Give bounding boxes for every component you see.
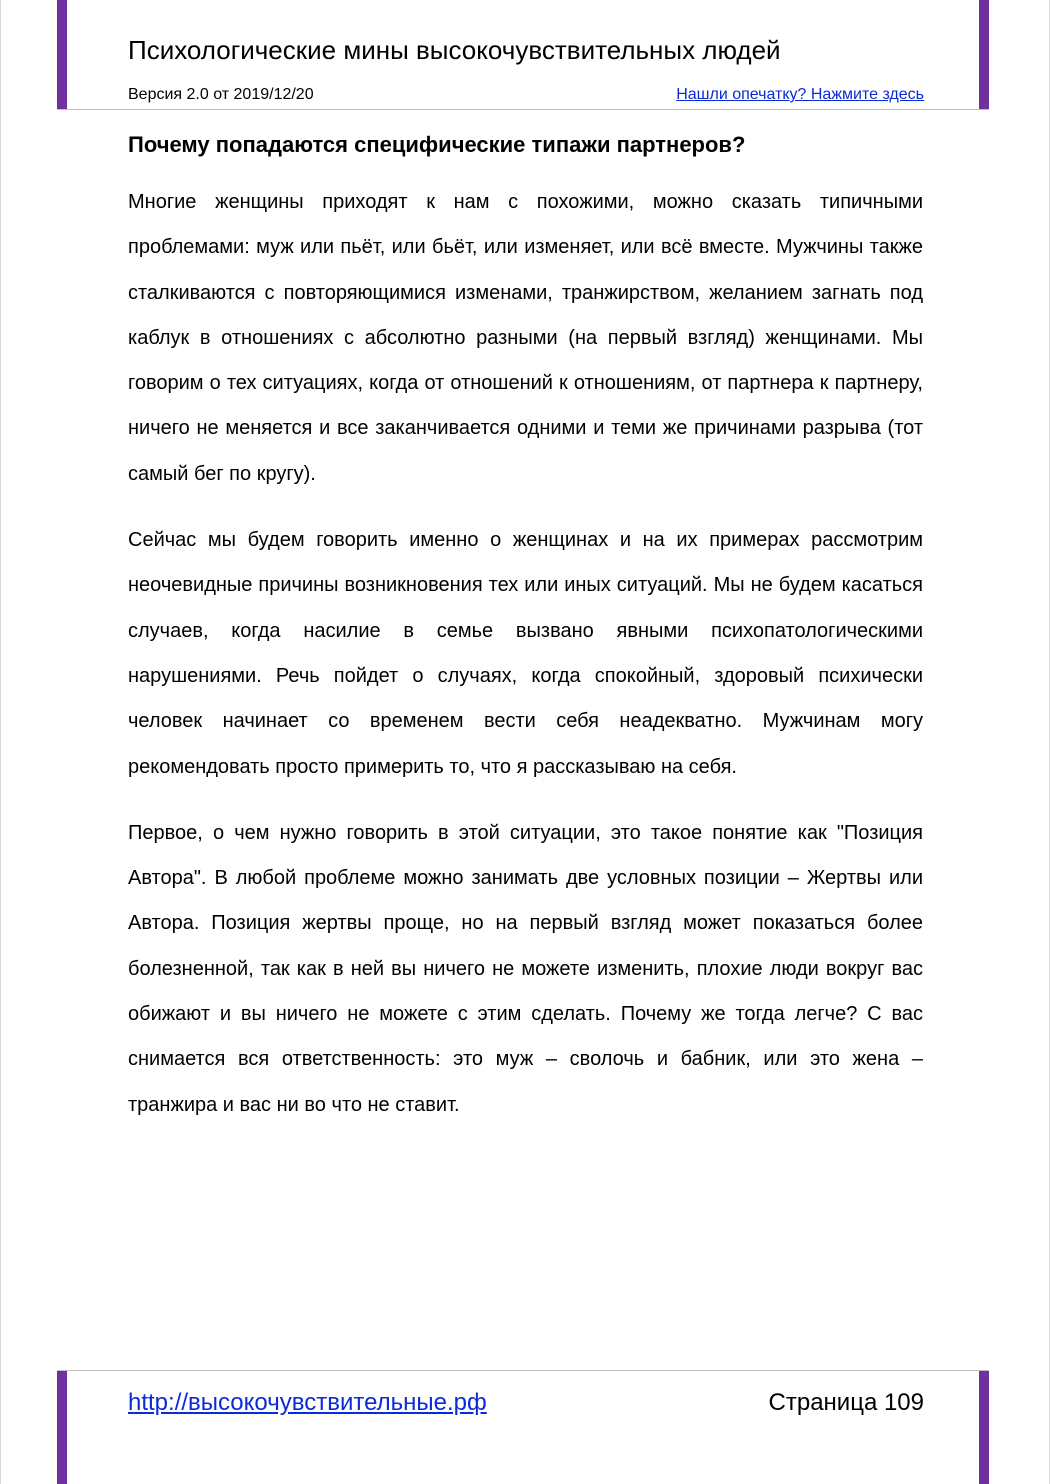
page-number: Страница 109	[768, 1389, 924, 1416]
footer-accent-bar-left	[57, 1370, 67, 1484]
page-content	[128, 128, 923, 1149]
page-edge-left	[0, 0, 1, 1484]
report-typo-link[interactable]: Нашли опечатку? Нажмите здесь	[676, 86, 924, 103]
paragraph-1: Многие женщины приходят к нам с похожими, можно сказать типичными проблемами: муж или пьёт, или бьёт, или изменяет, или всё вместе. Мужчины также сталкиваются с повторяющимися изменами, транжирством, желанием загнать под каблук в отношениях с абсолютно разными (на первый взгляд) женщинами. Мы говорим о тех ситуациях, когда от отношений к отношениям, от партнера к партнеру, ничего не меняется и все заканчивается одними и теми же причинами разрыва (тот самый бег по кругу).	[128, 191, 923, 485]
header-divider	[57, 109, 989, 110]
book-title: Психологические мины высокочувствительных людей	[128, 35, 781, 65]
paragraph-2: Сейчас мы будем говорить именно о женщинах и на их примерах рассмотрим неочевидные причины возникновения тех или иных ситуаций. Мы не будем касаться случаев, когда насилие в семье вызвано явными психопатологическими нарушениями. Речь пойдет о случаях, когда спокойный, здоровый психически человек начинает со временем вести себя неадекватно. Мужчинам могу рекомендовать просто примерить то, что я рассказываю на себя.	[128, 529, 923, 778]
version-label: Версия 2.0 от 2019/12/20	[128, 86, 314, 103]
paragraph-3: Первое, о чем нужно говорить в этой ситуации, это такое понятие как "Позиция Автора". В любой проблеме можно занимать две условных позиции – Жертвы или Автора. Позиция жертвы проще, но на первый взгляд может показаться более болезненной, так как в ней вы ничего не можете изменить, плохие люди вокруг вас обижают и вы ничего не можете с этим сделать. Почему же тогда легче? С вас снимается вся ответственность: это муж – сволочь и бабник, или это жена – транжира и вас ни во что не ставит.	[128, 821, 923, 1116]
footer-accent-bar-right	[979, 1370, 989, 1484]
footer-divider	[57, 1370, 989, 1371]
header-accent-bar-right	[979, 0, 989, 110]
header-accent-bar-left	[57, 0, 67, 110]
site-link[interactable]: http://высокочувствительные.рф	[128, 1389, 487, 1416]
section-heading: Почему попадаются специфические типажи партнеров?	[128, 132, 746, 157]
